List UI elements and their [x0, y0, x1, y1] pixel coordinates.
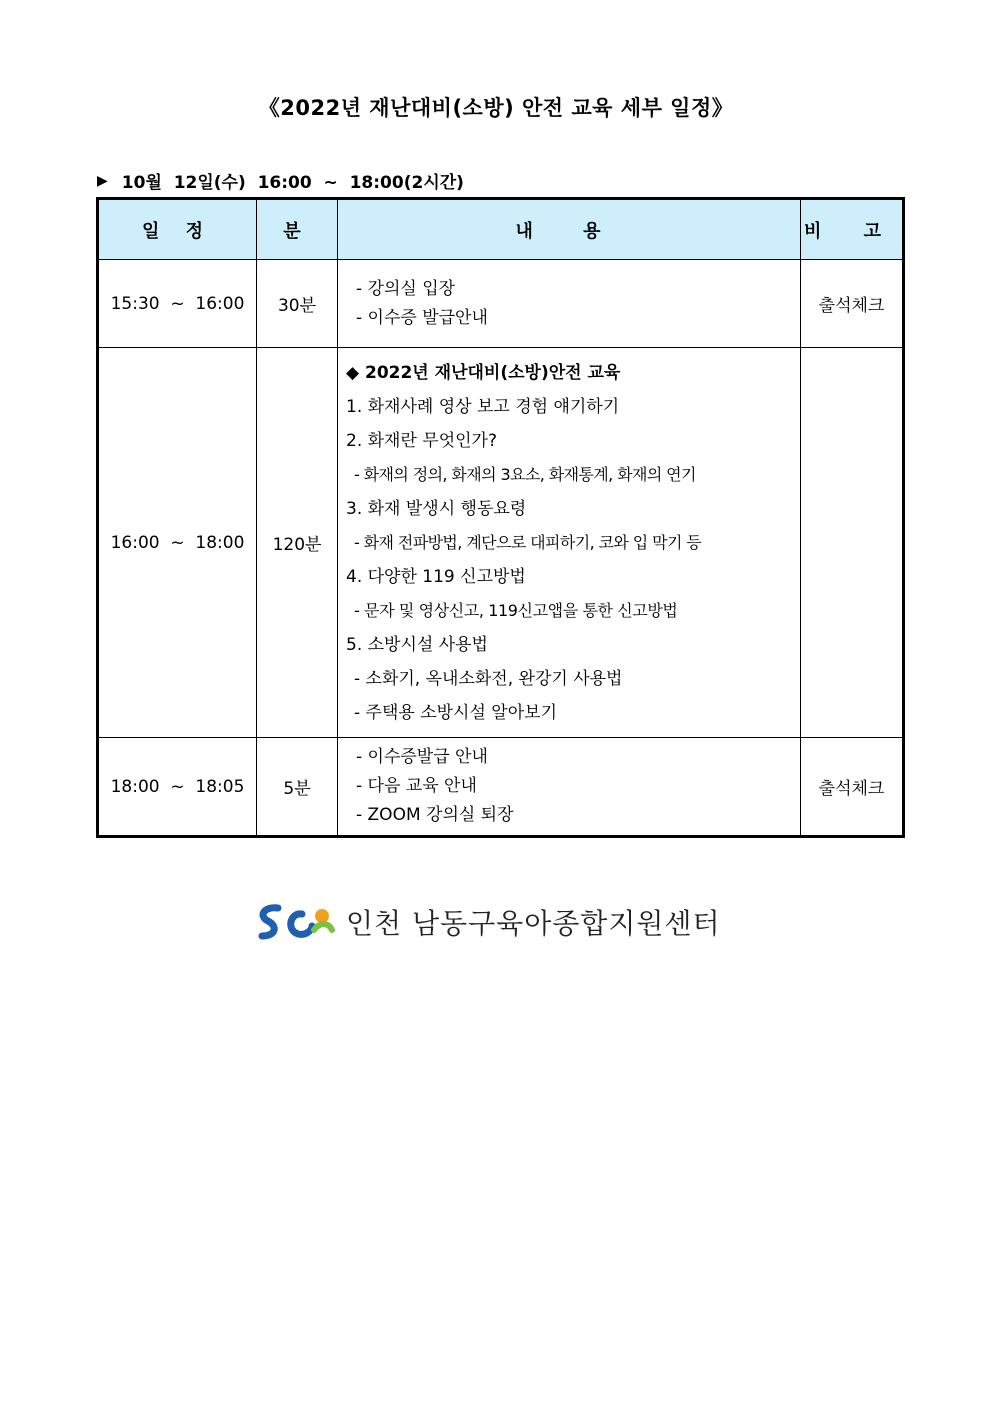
row-minutes: 120분 — [257, 348, 338, 738]
table-row — [98, 738, 904, 837]
row-minutes: 30분 — [257, 260, 338, 348]
content-line: - 이수증 발급안내 — [356, 307, 488, 328]
content-line: 1. 화재사례 영상 보고 경험 얘기하기 — [346, 396, 620, 417]
content-line: - 소화기, 옥내소화전, 완강기 사용법 — [354, 668, 623, 689]
row-content — [338, 348, 801, 738]
content-heading: ◆ 2022년 재난대비(소방)안전 교육 — [346, 362, 621, 383]
content-line: - 강의실 입장 — [356, 278, 456, 299]
header-content: 내 용 — [338, 199, 801, 260]
row-content — [338, 260, 801, 348]
header-schedule: 일 정 — [98, 199, 257, 260]
content-line: - 화재의 정의, 화재의 3요소, 화재통계, 화재의 연기 — [354, 464, 696, 484]
content-line: 2. 화재란 무엇인가? — [346, 430, 498, 451]
center-logo — [256, 900, 721, 944]
content-line: - ZOOM 강의실 퇴장 — [356, 805, 514, 825]
content-line: 5. 소방시설 사용법 — [346, 634, 488, 655]
center-logo-icon — [256, 900, 336, 944]
row-note: 출석체크 — [801, 260, 904, 348]
content-line: - 문자 및 영상신고, 119신고앱을 통한 신고방법 — [354, 600, 678, 620]
content-line: - 다음 교육 안내 — [356, 776, 477, 796]
content-line: - 화재 전파방법, 계단으로 대피하기, 코와 입 막기 등 — [354, 532, 702, 552]
table-row — [98, 348, 904, 738]
date-line — [97, 168, 464, 193]
table-header-row — [98, 199, 904, 260]
header-note: 비 고 — [801, 199, 904, 260]
row-time: 18:00 ~ 18:05 — [98, 738, 257, 837]
row-minutes: 5분 — [257, 738, 338, 837]
document-title: 《2022년 재난대비(소방) 안전 교육 세부 일정》 — [258, 96, 734, 120]
content-line: 4. 다양한 119 신고방법 — [346, 566, 526, 587]
triangle-bullet-icon: ▶ — [97, 172, 108, 189]
row-time: 15:30 ~ 16:00 — [98, 260, 257, 348]
content-line: - 주택용 소방시설 알아보기 — [354, 702, 557, 723]
row-note — [801, 348, 904, 738]
schedule-table — [96, 197, 905, 838]
header-minutes: 분 — [257, 199, 338, 260]
content-line: - 이수증발급 안내 — [356, 747, 488, 767]
table-row — [98, 260, 904, 348]
row-time: 16:00 ~ 18:00 — [98, 348, 257, 738]
content-line: 3. 화재 발생시 행동요령 — [346, 498, 527, 519]
row-content — [338, 738, 801, 837]
row-note: 출석체크 — [801, 738, 904, 837]
center-name: 인천 남동구육아종합지원센터 — [346, 907, 721, 940]
date-text: 10월 12일(수) 16:00 ~ 18:00(2시간) — [121, 173, 464, 193]
